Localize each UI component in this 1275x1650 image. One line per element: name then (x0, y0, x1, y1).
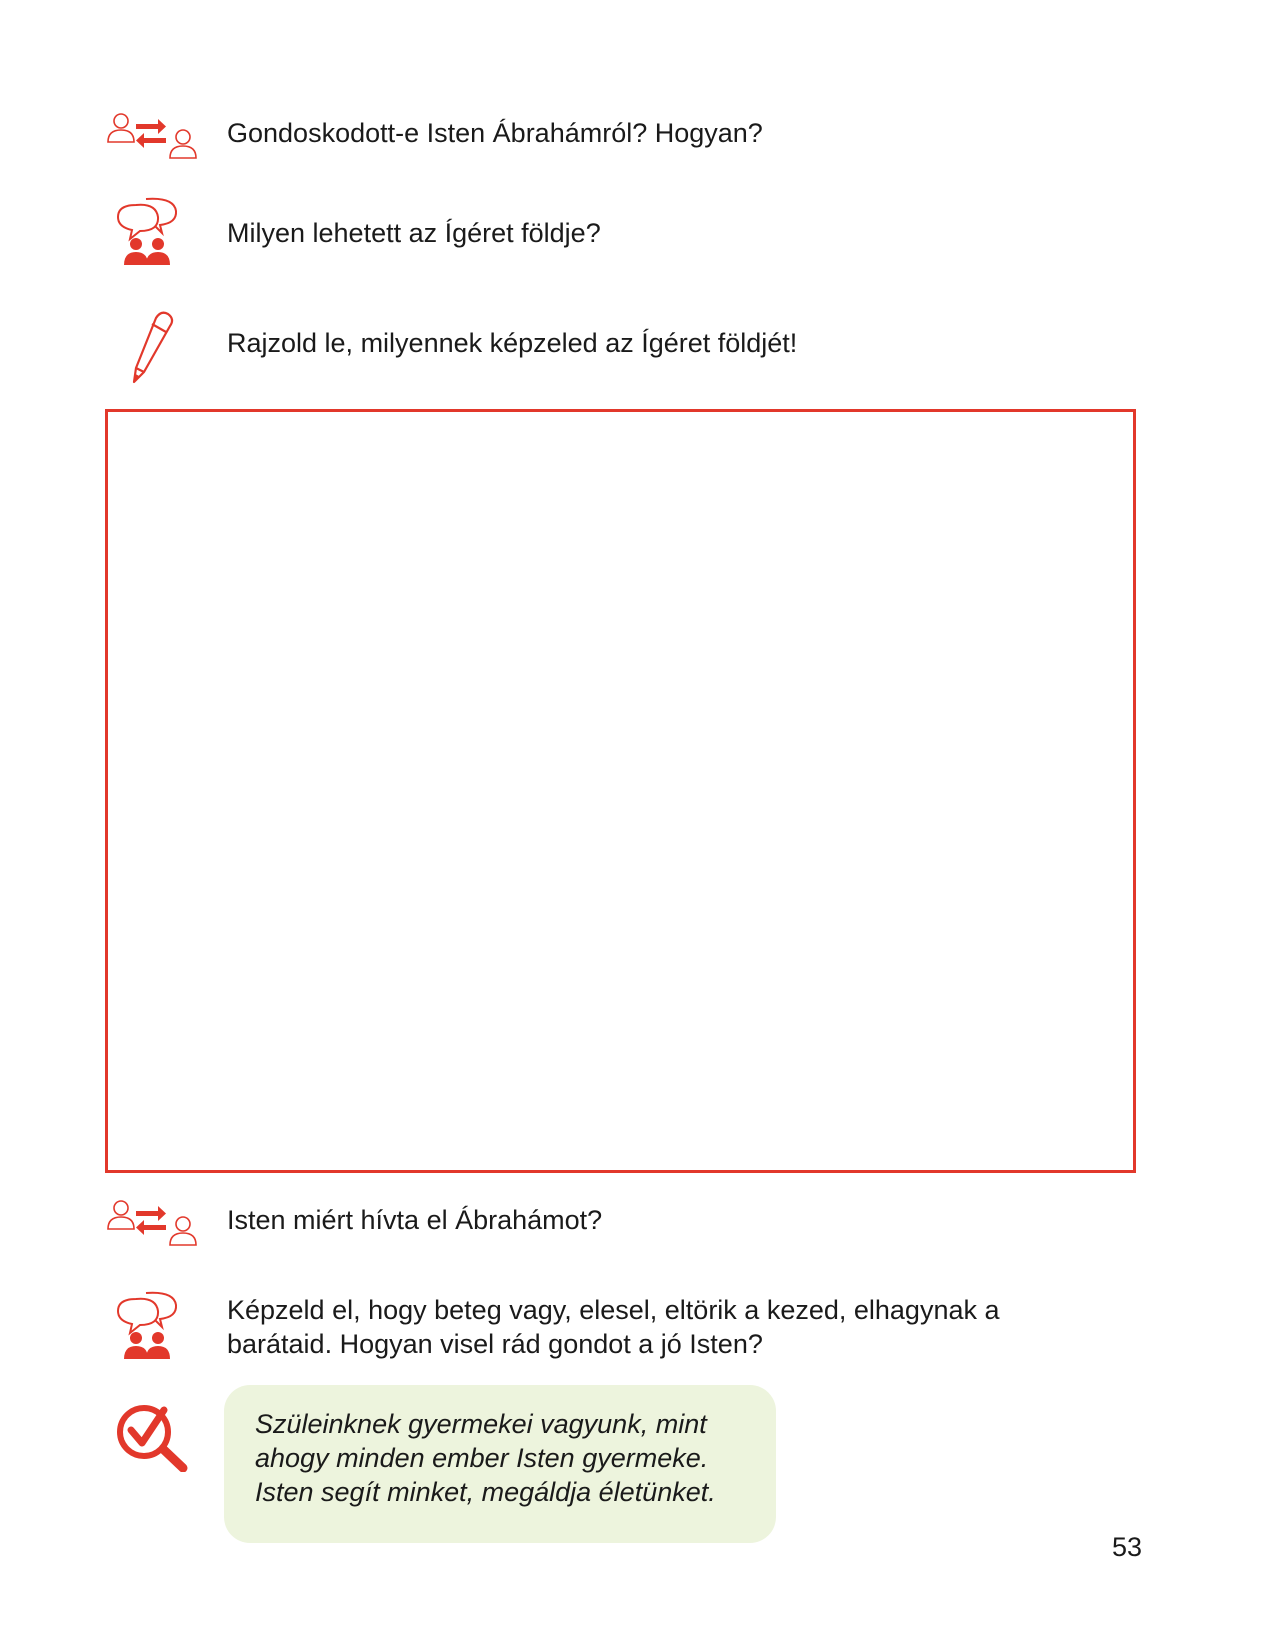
question-3: Rajzold le, milyennek képzeled az Ígéret földjét! (227, 328, 798, 358)
group-discussion-icon (116, 195, 184, 267)
question-4: Isten miért hívta el Ábrahámot? (227, 1205, 603, 1235)
summary-line-3: Isten segít minket, megáldja életünket. (255, 1477, 716, 1507)
summary-box (224, 1385, 776, 1543)
drawing-area[interactable] (105, 409, 1136, 1173)
page-number: 53 (1112, 1532, 1143, 1562)
question-2: Milyen lehetett az Ígéret földje? (227, 218, 601, 248)
question-1: Gondoskodott-e Isten Ábrahámról? Hogyan? (227, 118, 763, 148)
question-5: Képzeld el, hogy beteg vagy, elesel, eltörik a kezed, elhagynak a barátaid. Hogyan visel rád gondot a jó Isten? (227, 1295, 1000, 1359)
pair-exchange-icon (106, 110, 200, 166)
summary-line-1: Szüleinknek gyermekei vagyunk, mint (255, 1409, 707, 1439)
check-magnifier-icon (114, 1400, 190, 1472)
group-discussion-icon (116, 1289, 184, 1361)
summary-line-2: ahogy minden ember Isten gyermeke. (255, 1443, 709, 1473)
pencil-icon (128, 310, 178, 386)
pair-exchange-icon (106, 1197, 200, 1253)
